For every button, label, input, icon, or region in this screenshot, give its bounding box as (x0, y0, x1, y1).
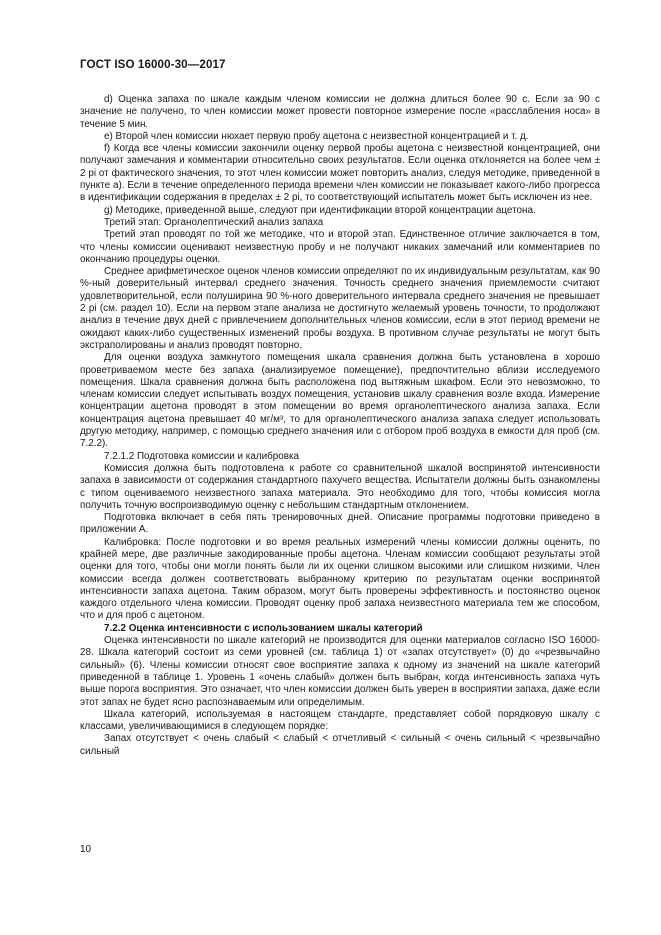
paragraph: Калибровка: После подготовки и во время реальных измерений члены комиссии должны оценить, по крайней мере, две различные закодированные пробы ацетона. Членам комиссии сообщают результаты этой оценки для того, чтобы они могли понять были ли их оценки слишком высокими или слишком низкими. Член комиссии всегда должен соответствовать выбранному критерию по результатам оценки воспринятой интенсивности запаха ацетона. Таким образом, могут быть проверены эффективность и постоянство оценок каждого отдельного члена комиссии. Проводят оценку проб запаха неизвестного материала тем же способом, что и для проб с ацетоном. (80, 536, 600, 622)
paragraph: 7.2.2 Оценка интенсивности с использованием шкалы категорий (104, 622, 423, 634)
page-number: 10 (80, 844, 92, 855)
document-header: ГОСТ ISO 16000-30—2017 (80, 58, 226, 71)
paragraph: Комиссия должна быть подготовлена к работе со сравнительной шкалой воспринятой интенсивности запаха в зависимости от содержания стандартного пахучего вещества. Испытатели должны быть ознакомлены с типом оцениваемого неизвестного запаха материала. Это необходимо для того, чтобы комиссия могла получить точную воспроизводимую оценку с небольшим стандартным отклонением. (80, 462, 600, 511)
paragraph: g) Методике, приведенной выше, следуют при идентификации второй концентрации ацетона. (104, 204, 536, 216)
paragraph: Подготовка включает в себя пять тренировочных дней. Описание программы подготовки приведено в приложении А. (80, 512, 600, 536)
paragraph: Запах отсутствует < очень слабый < слабый < отчетливый < сильный < очень сильный < чрезвычайно сильный (80, 733, 600, 757)
paragraph: Среднее арифметическое оценок членов комиссии определяют по их индивидуальным результатам, как 90 %-ный доверительный интервал среднего значения. Точность среднего значения приемлемости считают удовлетворительной, если полуширина 90 %-ного доверительного интервала среднего значения не превышает 2 pi (см. раздел 10). Если на первом этапе анализа не достигнуто желаемый уровень точности, то продолжают анализ в течение двух дней с привлечением дополнительных членов комиссии, если в этот период времени не ожидают каких-либо существенных изменений пробы воздуха. В противном случае результаты не могут быть экстраполированы и анализ проводят повторно. (80, 266, 600, 351)
paragraph: f) Когда все члены комиссии закончили оценку первой пробы ацетона с неизвестной концентрацией, они получают замечания и комментарии относительно своих результатов. Если оценка отклоняется на более чем ± 2 pi от фактического значения, то этот член комиссии может повторить анализ, следуя методике, приведенной в пункте а). Если в течение определенного периода времени член комиссии не показывает какого-либо прогресса в идентификации содержания в пределах ± 2 pi, то соответствующий испытатель может быть исключен из нее. (80, 143, 600, 204)
paragraph: d) Оценка запаха по шкале каждым членом комиссии не должна длиться более 90 с. Если за 90 с значение не получено, то член комиссии может провести повторное измерение после «расслабления носа» в течение 5 мин. (80, 94, 600, 130)
paragraph: Третий этап проводят по той же методике, что и второй этап. Единственное отличие заключается в том, что члены комиссии оценивают неизвестную пробу и не получают никаких замечаний или комментариев по окончанию процедуры оценки. (80, 229, 600, 265)
document-body (80, 94, 600, 758)
paragraph: Шкала категорий, используемая в настоящем стандарте, представляет собой порядковую шкалу с классами, увеличивающимися в следующем порядке: (80, 708, 600, 733)
paragraph: Оценка интенсивности по шкале категорий не производится для оценки материалов согласно ISO 16000-28. Шкала категорий состоит из семи уровней (см. таблица 1) от «запах отсутствует» (0) до «чрезвычайно сильный» (6). Члены комиссии относят свое восприятие запаха к одному из значений на шкале категорий приведенной в таблице 1. Уровень 1 «очень слабый» должен быть выбран, когда интенсивность запаха чуть выше порога восприятия. Это означает, что член комиссии должен быть уверен в восприятии запаха, даже если этот запах не будет ясно распознаваемым или определимым. (80, 635, 600, 708)
paragraph: Для оценки воздуха замкнутого помещения шкала сравнения должна быть установлена в хорошо проветриваемом месте без запаха (анализируемое помещение), предпочтительно вблизи исследуемого помещения. Шкала сравнения должна быть расположена под вытяжным шкафом. Если это невозможно, то членам комиссии следует испытывать воздух помещения, установив шкалу сравнения возле входа. Измерение концентрации ацетона проводят в этом помещении во время органолептического анализа запаха. Если концентрация ацетона превышает 40 мг/м³, то для органолептического анализа запаха следует использовать другую методику, например, с помощью среднего значения или с отбором проб воздуха в емкости для проб (см. 7.2.2). (80, 352, 600, 450)
paragraph: Третий этап: Органолептический анализ запаха (104, 216, 324, 228)
paragraph: 7.2.1.2 Подготовка комиссии и калибровка (104, 450, 300, 462)
paragraph: e) Второй член комиссии нюхает первую пробу ацетона с неизвестной концентрацией и т. д. (104, 130, 529, 142)
